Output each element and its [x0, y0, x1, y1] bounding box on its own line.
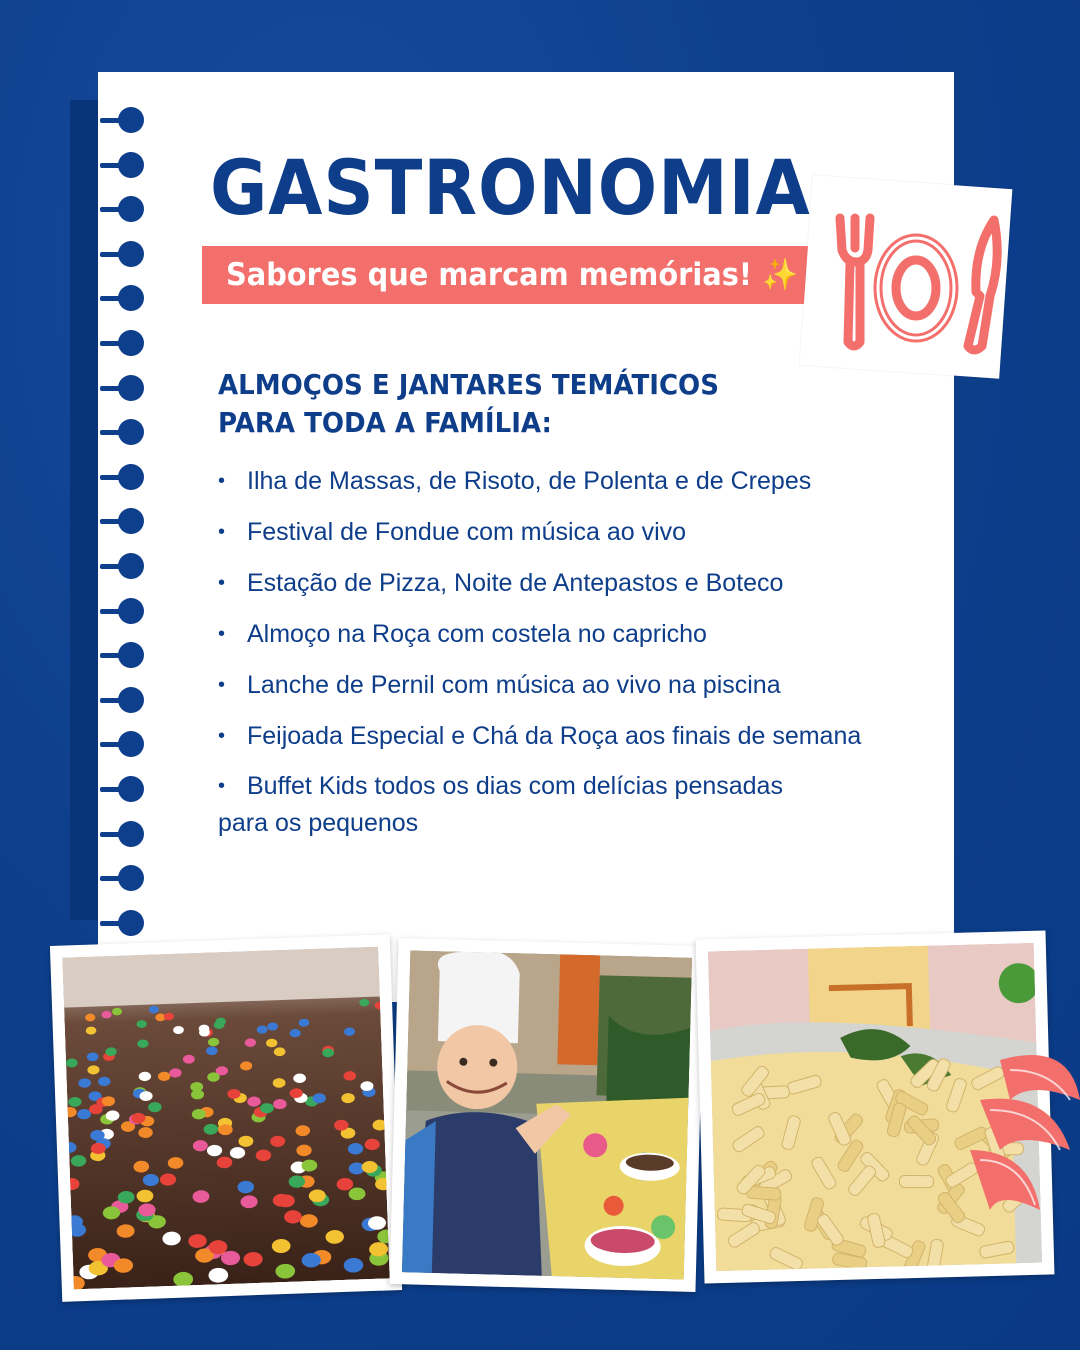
- feather-icon: [960, 1040, 1080, 1240]
- ring-hole: [118, 910, 144, 936]
- list-item: [218, 462, 918, 513]
- bullet: •: [218, 470, 226, 492]
- list-item-text: Lanche de Pernil com música ao vivo na piscina: [247, 671, 781, 699]
- list-item-text: Feijoada Especial e Chá da Roça aos finais de semana: [247, 722, 862, 750]
- ring-hole: [118, 330, 144, 356]
- ring-hole: [118, 419, 144, 445]
- list-item: [218, 666, 918, 717]
- page-title: GASTRONOMIA: [210, 143, 811, 232]
- spiral-ring: [100, 776, 144, 802]
- penne-piece: [899, 1175, 933, 1187]
- spiral-ring: [100, 196, 144, 222]
- list-item: [218, 615, 918, 666]
- ring-hole: [118, 508, 144, 534]
- fork-plate-knife-icon: [818, 200, 1008, 360]
- spiral-ring: [100, 419, 144, 445]
- spiral-ring: [100, 152, 144, 178]
- bullet: •: [218, 521, 226, 543]
- ring-hole: [118, 642, 144, 668]
- spiral-ring: [100, 241, 144, 267]
- photo-frame: [50, 934, 402, 1302]
- chocolate-candy-cake-photo: [62, 947, 389, 1290]
- ring-hole: [118, 731, 144, 757]
- ring-hole: [118, 598, 144, 624]
- subtitle: [226, 256, 798, 293]
- list-item: [218, 564, 918, 615]
- spiral-ring: [100, 553, 144, 579]
- ring-hole: [118, 687, 144, 713]
- list-item-text: Festival de Fondue com música ao vivo: [247, 518, 687, 546]
- spiral-ring: [100, 464, 144, 490]
- list-item: [218, 513, 918, 564]
- bullet: •: [218, 725, 226, 747]
- spiral-ring: [100, 687, 144, 713]
- ring-hole: [118, 196, 144, 222]
- candy-cake-image: [62, 947, 389, 1290]
- ring-hole: [118, 776, 144, 802]
- ring-hole: [118, 152, 144, 178]
- bullet: •: [218, 572, 226, 594]
- list-item-text: Almoço na Roça com costela no capricho: [247, 620, 707, 648]
- spiral-ring: [100, 598, 144, 624]
- spiral-ring: [100, 642, 144, 668]
- ring-hole: [118, 375, 144, 401]
- spiral-ring: [100, 285, 144, 311]
- bullet: •: [218, 674, 226, 696]
- page-shadow: [70, 100, 100, 920]
- ring-hole: [118, 241, 144, 267]
- kid-chef-photo: [402, 950, 692, 1279]
- ring-hole: [118, 865, 144, 891]
- spiral-ring: [100, 865, 144, 891]
- ring-hole: [118, 107, 144, 133]
- ring-hole: [118, 464, 144, 490]
- section-heading-line1: ALMOÇOS E JANTARES TEMÁTICOS: [218, 368, 719, 401]
- spiral-ring: [100, 107, 144, 133]
- spiral-ring: [100, 731, 144, 757]
- section-heading: [218, 366, 719, 442]
- list-item-text: Estação de Pizza, Noite de Antepastos e Boteco: [247, 569, 784, 597]
- subtitle-text: Sabores que marcam memórias!: [226, 257, 753, 293]
- list-item: [218, 717, 918, 768]
- spiral-ring: [100, 910, 144, 936]
- list-item-text: Buffet Kids todos os dias com delícias pensadas para os pequenos: [218, 772, 783, 837]
- sparkles-icon: ✨: [762, 257, 798, 293]
- ring-hole: [118, 821, 144, 847]
- section-heading-line2: PARA TODA A FAMÍLIA:: [218, 406, 552, 439]
- bullet: •: [218, 775, 226, 797]
- ring-hole: [118, 285, 144, 311]
- photo-frame: [390, 938, 705, 1292]
- list-item: [218, 768, 818, 842]
- bullet: •: [218, 623, 226, 645]
- spiral-ring: [100, 330, 144, 356]
- ring-hole: [118, 553, 144, 579]
- spiral-ring: [100, 375, 144, 401]
- spiral-ring: [100, 821, 144, 847]
- list-item-text: Ilha de Massas, de Risoto, de Polenta e de Crepes: [247, 467, 812, 495]
- spiral-ring: [100, 508, 144, 534]
- menu-list: [218, 462, 918, 842]
- kid-chef-image: [402, 950, 692, 1279]
